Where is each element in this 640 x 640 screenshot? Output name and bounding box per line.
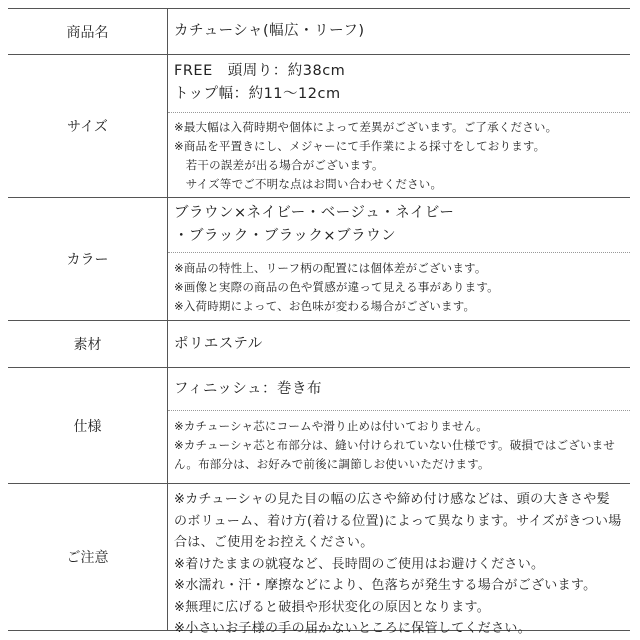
size-note: 若干の誤差が出る場合がございます。	[174, 158, 384, 172]
row-material	[8, 320, 630, 367]
row-product-name	[8, 8, 630, 54]
spec-main-text: フィニッシュ：巻き布	[174, 380, 322, 397]
caution-note: ※小さいお子様の手の届かないところに保管してください。	[174, 621, 531, 636]
value-material	[168, 321, 630, 367]
size-main	[168, 55, 630, 113]
color-note: ※画像と実際の商品の色や質感が違って見える事があります。	[174, 280, 499, 294]
label-material: 素材	[8, 321, 168, 367]
label-color: カラー	[8, 198, 168, 320]
caution-note: ※着けたままの就寝など、長時間のご使用はお避けください。	[174, 556, 545, 572]
row-caution	[8, 483, 630, 636]
caution-note: ※カチューシャの見た目の幅の広さや締め付け感などは、頭の大きさや髪のボリューム、着け方(着ける位置)によって異なります。サイズがきつい場合は、ご使用をお控えください。	[174, 492, 622, 550]
row-color	[8, 197, 630, 320]
spec-note: ※カチューシャ芯にコームや滑り止めは付いておりません。	[174, 419, 488, 433]
size-line: トップ幅：約11〜12cm	[174, 86, 341, 102]
label-size: サイズ	[8, 55, 168, 197]
label-product-name: 商品名	[8, 9, 168, 54]
size-note: ※最大幅は入荷時期や個体によって差異がございます。ご了承ください。	[174, 120, 558, 134]
size-line: FREE 頭周り：約38cm	[174, 63, 346, 79]
caution-notes	[168, 489, 630, 640]
label-spec: 仕様	[8, 368, 168, 483]
size-note: ※商品を平置きにし、メジャーにて手作業による採寸をしております。	[174, 139, 546, 153]
color-main	[168, 198, 630, 253]
size-notes	[168, 117, 630, 194]
label-caution: ご注意	[8, 484, 168, 630]
spec-notes	[168, 416, 630, 474]
color-note: ※入荷時期によって、お色味が変わる場合がございます。	[174, 299, 476, 313]
product-name-text: カチューシャ(幅広・リーフ)	[174, 23, 365, 39]
color-line: ブラウン×ネイビー・ベージュ・ネイビー	[174, 205, 455, 221]
color-line: ・ブラック・ブラック×ブラウン	[174, 228, 397, 244]
row-spec	[8, 367, 630, 483]
color-notes	[168, 258, 630, 316]
caution-note: ※無理に広げると破損や形状変化の原因となります。	[174, 599, 491, 615]
color-note: ※商品の特性上、リーフ柄の配置には個体差がございます。	[174, 261, 487, 275]
spec-note: ※カチューシャ芯と布部分は、縫い付けられていない仕様です。破損ではございません。布部分は、お好みで前後に調節しお使いいただけます。	[174, 438, 616, 471]
spec-main	[168, 368, 630, 411]
value-product-name	[168, 9, 630, 54]
row-size	[8, 54, 630, 197]
size-note: サイズ等でご不明な点はお問い合わせください。	[174, 177, 443, 191]
product-spec-table	[8, 8, 630, 636]
material-text: ポリエステル	[174, 335, 263, 352]
caution-note: ※水濡れ・汗・摩擦などにより、色落ちが発生する場合がございます。	[174, 578, 597, 593]
